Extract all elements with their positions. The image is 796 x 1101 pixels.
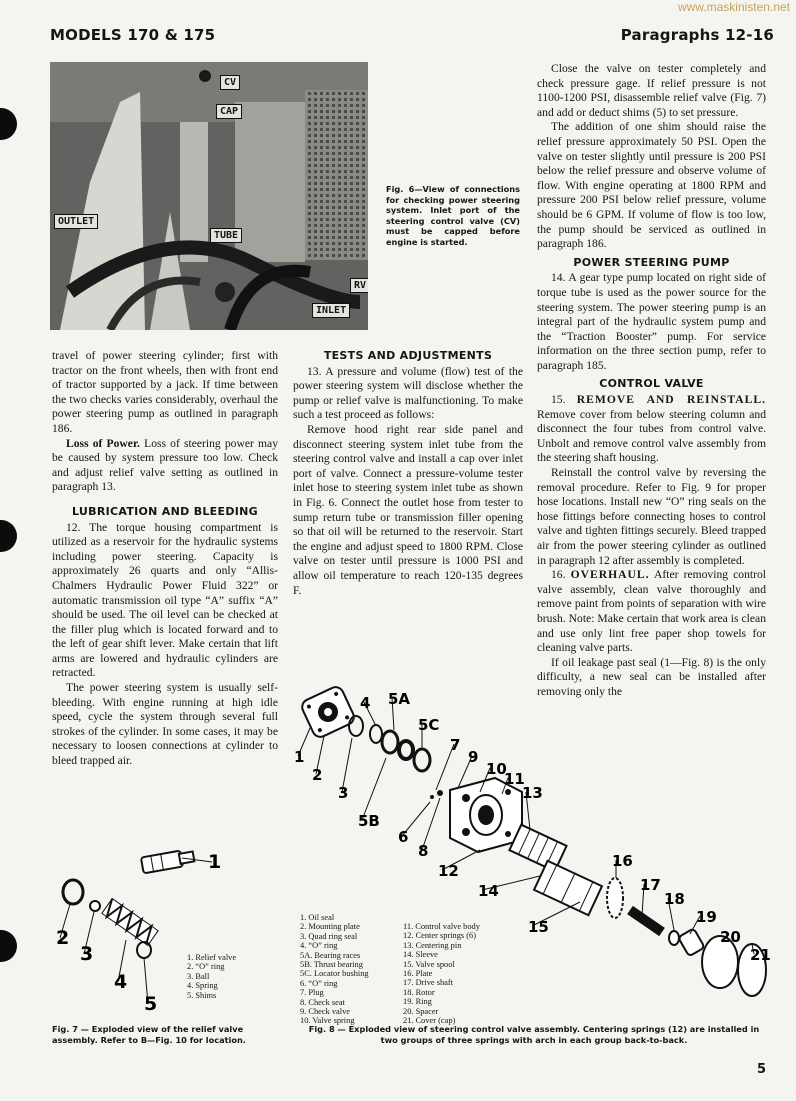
fig8-legend-item: 17. Drive shaft bbox=[403, 978, 454, 988]
fig7-legend-item: 2. “O” ring bbox=[187, 962, 225, 972]
callout-label-4: 4 bbox=[360, 694, 371, 712]
callout-leader-line bbox=[362, 758, 386, 820]
callout-label-13: 13 bbox=[522, 784, 543, 802]
fig8-legend-item: 5B. Thrust bearing bbox=[300, 960, 363, 970]
col1-loss-of-power-lead: Loss of Power. bbox=[66, 436, 140, 450]
callout-label-10: 10 bbox=[486, 760, 507, 778]
callout-label-6: 6 bbox=[398, 828, 409, 846]
fig8-legend-item: 4. “O” ring bbox=[300, 941, 338, 951]
col3-para-3: 14. A gear type pump located on right side of torque tube is used as the power source for the steering system. The power steering pump is an integral part of the hydraulic system pump and the “Traction Booster” pump. For service information on the three section pump, refer to paragraph 185. bbox=[537, 271, 766, 372]
fig7-drawing bbox=[50, 840, 290, 1020]
fig7-legend-item: 4. Spring bbox=[187, 981, 218, 991]
fig8-caption: Fig. 8 — Exploded view of steering control valve assembly. Centering springs (12) are installed in two groups of three springs with arch in each group back-to-back. bbox=[308, 1024, 760, 1045]
watermark: www.maskinisten.net bbox=[677, 0, 790, 14]
binder-hole-middle bbox=[0, 520, 17, 552]
fig8-legend-item: 18. Rotor bbox=[403, 987, 435, 997]
fig7-legend-item: 5. Shims bbox=[187, 990, 217, 1000]
fig8-legend-left bbox=[300, 913, 369, 1026]
fig8-legend-item: 6. “O” ring bbox=[300, 978, 338, 988]
col2-para-2: Remove hood right rear side panel and disconnect steering system inlet tube from the steering control valve and install a cap over inlet port of valve. Connect a pressure-volume tester inlet hose to steering system inlet tube as shown in Fig. 6. Connect the outlet hose from tester to sump return tube or transmission filler opening so that oil will be returned to the reservoir. Start the engine and adjust speed to 1800 RPM. Close valve on tester until pressure is 1000 PSI and allow oil temperature to reach 120-135 degrees F. bbox=[293, 422, 523, 597]
callout-label-4: 4 bbox=[114, 971, 128, 993]
fig8-legend-item: 3. Quad ring seal bbox=[300, 931, 358, 941]
fig6-photo bbox=[50, 62, 368, 330]
fig6-label-rv: RV bbox=[350, 278, 368, 293]
fig6-label-tube: TUBE bbox=[210, 228, 242, 243]
callout-label-11: 11 bbox=[504, 770, 525, 788]
callout-label-12: 12 bbox=[438, 862, 459, 880]
col3-para-4-number: 15. bbox=[551, 393, 577, 407]
callout-label-2: 2 bbox=[56, 927, 70, 949]
col1-para-2-body: Loss of steering power may be caused by system pressure too low. Check and adjust relief valve setting as outlined in paragraph 13. bbox=[52, 436, 278, 494]
heading-tests-adjustments: TESTS AND ADJUSTMENTS bbox=[323, 349, 493, 362]
callout-label-16: 16 bbox=[612, 852, 633, 870]
fig8-legend-item: 19. Ring bbox=[403, 997, 432, 1007]
col3-para-6-number: 16. bbox=[551, 568, 571, 582]
col3-para-1: Close the valve on tester completely and check pressure gage. If relief pressure is not 1100-1200 PSI, disassemble relief valve (Fig. 7) and add or deduct shims (5) to set pressure. bbox=[537, 62, 766, 119]
callout-label-15: 15 bbox=[528, 918, 549, 936]
heading-control-valve: CONTROL VALVE bbox=[599, 377, 704, 391]
page-number: 5 bbox=[757, 1062, 767, 1077]
fig8-legend-item: 5A. Bearing races bbox=[300, 950, 361, 960]
callout-label-7: 7 bbox=[450, 736, 461, 754]
callout-label-1: 1 bbox=[208, 851, 222, 873]
col3-para-6-body: After removing control valve assembly, clean valve thoroughly and remove paint from points of separation with wire brush. Note: Make certain that work area is clean and use only lint free paper shop towels for cleaning valve parts. bbox=[537, 568, 767, 655]
fig8-legend-item: 14. Sleeve bbox=[403, 950, 438, 960]
col1-para-3: 12. The torque housing compartment is utilized as a reservoir for the hydraulic systems including power steering. Capacity is approximately 26 quarts and only “Allis-Chalmers Hydraulic Power Fluid 322” or automatic transmission oil type “A” suffix “A” should be used. The oil level can be checked at the filler plug which is located forward and to the left of gear shift lever. Make certain that lift arms are lowered and hydraulic cylinders are retracted. bbox=[52, 520, 278, 680]
col3-para-4-body: Remove cover from below steering column and disconnect the four tubes from control valve. Unbolt and remove control valve assembly from the steering shaft housing. bbox=[537, 407, 766, 465]
fig6-photo-drawing bbox=[50, 62, 368, 330]
fig8-legend-right bbox=[403, 922, 480, 1025]
column-3 bbox=[537, 62, 766, 700]
fig7-caption: Fig. 7 — Exploded view of the relief valve assembly. Refer to B—Fig. 10 for location. bbox=[52, 1024, 246, 1045]
callout-label-5C: 5C bbox=[418, 716, 440, 734]
col3-para-5: Reinstall the control valve by reversing the removal procedure. Refer to Fig. 9 for proper hose locations. Install new “O” ring seals on the hose fittings before connecting hoses to control valve and tighten fittings securely. Bleed trapped air from the power steering cylinder as outlined in paragraph 12 after assembly is completed. bbox=[537, 466, 766, 567]
fig6-label-cv: CV bbox=[220, 75, 240, 90]
col1-para-1: travel of power steering cylinder; first with tractor on the front wheels, then with front end of tractor supported by a jack. If time between the two checks varies considerably, overhaul the power steering pump as outlined in paragraph 186. bbox=[52, 349, 278, 435]
fig7-part-relief-valve bbox=[141, 849, 195, 874]
fig8-legend-item: 13. Centering pin bbox=[403, 940, 462, 950]
header-models: MODELS 170 & 175 bbox=[50, 26, 216, 44]
fig8-legend-item: 9. Check valve bbox=[300, 1007, 351, 1017]
fig8-legend-item: 5C. Locator bushing bbox=[300, 969, 369, 979]
heading-power-steering-pump: POWER STEERING PUMP bbox=[573, 255, 730, 269]
callout-label-3: 3 bbox=[80, 943, 94, 965]
col3-overhaul-lead: OVERHAUL. bbox=[570, 568, 650, 582]
callout-label-2: 2 bbox=[312, 766, 323, 784]
fig8-legend-item: 7. Plug bbox=[300, 988, 324, 998]
fig8-legend-item: 12. Center springs (6) bbox=[403, 931, 477, 941]
col1-para-4: The power steering system is usually self-bleeding. With engine running at high idle speed, cycle the system through several full strokes of the cylinder. In some cases, it may be necessary to loosen connections at cylinder to bleed trapped air. bbox=[52, 681, 278, 768]
fig8-legend-item: 8. Check seat bbox=[300, 997, 345, 1007]
col3-para-6 bbox=[537, 568, 766, 656]
fig7-legend-item: 3. Ball bbox=[187, 971, 210, 981]
fig8-legend-item: 11. Control valve body bbox=[403, 922, 480, 931]
callout-label-9: 9 bbox=[468, 748, 479, 766]
fig7-part-spring bbox=[102, 899, 158, 946]
callout-label-5B: 5B bbox=[358, 812, 380, 830]
callout-label-8: 8 bbox=[418, 842, 429, 860]
callout-label-1: 1 bbox=[294, 748, 305, 766]
callout-label-5: 5 bbox=[144, 993, 158, 1015]
callout-label-21: 21 bbox=[750, 946, 771, 964]
col3-remove-reinstall-lead: REMOVE AND REINSTALL. bbox=[576, 393, 766, 407]
callout-label-18: 18 bbox=[664, 890, 685, 908]
fig8-part-valve-body bbox=[450, 778, 522, 852]
fig8-legend-item: 16. Plate bbox=[403, 969, 433, 979]
col2-para-1: 13. A pressure and volume (flow) test of the power steering system will disclose whether the pump or relief valve is malfunctioning. To make such a test proceed as follows: bbox=[293, 364, 523, 422]
callout-label-14: 14 bbox=[478, 882, 499, 900]
col3-para-2: The addition of one shim should raise the relief pressure approximately 50 PSI. Open the valve on tester slightly until pressure is 200 PSI below the relief pressure and observe volume of flow. With engine operating at 1800 RPM and pressure 200 PSI below relief pressure, volume should be 6 GPM. If volume of flow is too low, the pump should be serviced as outlined in paragraph 186. bbox=[537, 120, 766, 251]
fig7-legend bbox=[187, 953, 236, 1000]
header-paragraphs: Paragraphs 12-16 bbox=[620, 26, 774, 44]
binder-hole-bottom bbox=[0, 930, 17, 962]
col1-para-2 bbox=[52, 437, 278, 495]
fig6-label-inlet: INLET bbox=[312, 303, 350, 318]
heading-lubrication-bleeding: LUBRICATION AND BLEEDING bbox=[72, 504, 258, 518]
fig8-legend-item: 1. Oil seal bbox=[300, 913, 335, 922]
callout-label-20: 20 bbox=[720, 928, 741, 946]
column-1 bbox=[52, 349, 278, 769]
fig6-label-cap: CAP bbox=[216, 104, 242, 119]
fig8-legend-item: 21. Cover (cap) bbox=[403, 1016, 456, 1026]
binder-hole-top bbox=[0, 108, 17, 140]
fig8-legend-item: 15. Valve spool bbox=[403, 959, 455, 969]
fig6-caption: Fig. 6—View of connections for checking power steering system. Inlet port of the steering control valve (CV) must be capped before engine is started. bbox=[386, 184, 520, 247]
col3-para-4 bbox=[537, 393, 766, 466]
callout-label-5A: 5A bbox=[388, 690, 411, 708]
fig7-legend-item: 1. Relief valve bbox=[187, 953, 237, 962]
fig8-legend-item: 10. Valve spring bbox=[300, 1016, 355, 1026]
column-2 bbox=[293, 349, 523, 598]
callout-label-19: 19 bbox=[696, 908, 717, 926]
callout-label-17: 17 bbox=[640, 876, 661, 894]
fig8-legend-item: 2. Mounting plate bbox=[300, 922, 360, 932]
col3-para-7: If oil leakage past seal (1—Fig. 8) is the only difficulty, a new seal can be installed after removing only the bbox=[537, 655, 766, 698]
fig8-legend-item: 20. Spacer bbox=[403, 1006, 439, 1016]
fig6-label-outlet: OUTLET bbox=[54, 214, 98, 229]
callout-label-3: 3 bbox=[338, 784, 349, 802]
